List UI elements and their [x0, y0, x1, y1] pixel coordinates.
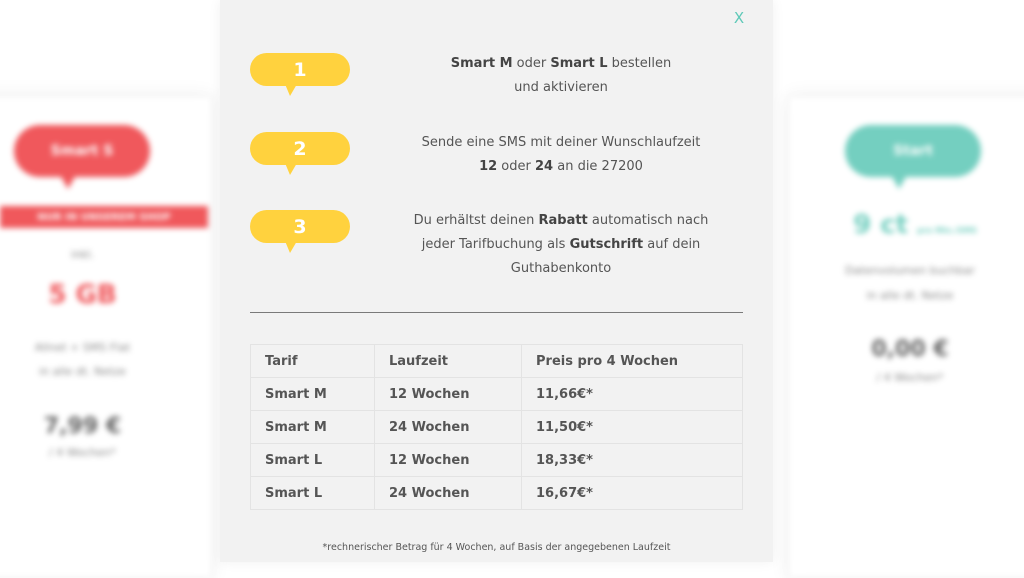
- table-row: [251, 378, 743, 411]
- step-3-account: Guthabenkonto: [510, 261, 612, 276]
- step-1-plan-m: Smart M: [450, 56, 513, 71]
- cell-tarif: Smart M: [251, 411, 375, 444]
- bg-data-value: 5 GB: [48, 280, 117, 310]
- table-row: [251, 444, 743, 477]
- bg-pill-start: Start: [845, 125, 981, 177]
- bg-start-price-value: 9 ct: [853, 210, 909, 240]
- bg-pill-smart-s: Smart S: [14, 125, 150, 177]
- step-1-plan-l: Smart L: [550, 56, 608, 71]
- close-button[interactable]: X: [733, 9, 745, 27]
- bg-start-price-suffix: pro Min./SMS: [917, 226, 977, 235]
- footnote: *rechnerischer Betrag für 4 Wochen, auf Basis der angegebenen Laufzeit: [322, 542, 671, 553]
- cell-laufzeit: 24 Wochen: [375, 411, 522, 444]
- cell-preis: 16,67€*: [522, 477, 743, 510]
- cell-tarif: Smart M: [251, 378, 375, 411]
- step-3-auto: automatisch nach: [587, 213, 709, 228]
- table-row: [251, 411, 743, 444]
- step-3-intro: Du erhältst deinen: [413, 213, 539, 228]
- step-1-bubble-icon: 1: [250, 53, 350, 86]
- cell-laufzeit: 12 Wochen: [375, 378, 522, 411]
- cell-tarif: Smart L: [251, 477, 375, 510]
- step-1-text: [370, 52, 752, 100]
- bg-start-desc-line2: in alle dt. Netze: [866, 289, 954, 302]
- cell-preis: 18,33€*: [522, 444, 743, 477]
- step-2-option-24: 24: [535, 159, 554, 174]
- bg-start-desc-line1: Datenvolumen buchbar: [845, 264, 975, 277]
- step-2-option-12: 12: [479, 159, 498, 174]
- header-laufzeit: Laufzeit: [375, 345, 522, 378]
- bg-data-label: inkl.: [71, 248, 94, 261]
- table-header-row: [251, 345, 743, 378]
- step-1-order: bestellen: [607, 56, 672, 71]
- step-1-connector: oder: [512, 56, 551, 71]
- cell-preis: 11,50€*: [522, 411, 743, 444]
- step-1-activate: und aktivieren: [514, 80, 608, 95]
- step-2-connector: oder: [497, 159, 535, 174]
- step-3-text: [370, 209, 752, 281]
- step-2-text: [370, 131, 752, 179]
- table-row: [251, 477, 743, 510]
- cell-laufzeit: 24 Wochen: [375, 477, 522, 510]
- bg-banner-shop: NUR IN UNSEREM SHOP: [0, 206, 208, 228]
- price-table: [250, 344, 743, 510]
- bg-start-price: 0,00 €: [871, 337, 949, 362]
- step-3-gutschrift: Gutschrift: [569, 237, 644, 252]
- bg-start-price-note: / 4 Wochen*: [876, 371, 944, 384]
- step-2-number: an die 27200: [553, 159, 643, 174]
- discount-modal: [220, 0, 773, 562]
- bg-price: 7,99 €: [43, 414, 122, 439]
- cell-laufzeit: 12 Wochen: [375, 444, 522, 477]
- step-3-onto: auf dein: [643, 237, 701, 252]
- step-2-bubble-icon: 2: [250, 132, 350, 165]
- step-3-booking: jeder Tarifbuchung als: [421, 237, 570, 252]
- section-divider: [250, 312, 743, 313]
- header-tarif: Tarif: [251, 345, 375, 378]
- cell-tarif: Smart L: [251, 444, 375, 477]
- bg-desc-line2: in alle dt. Netze: [39, 365, 126, 378]
- bg-start-price-main: [835, 210, 995, 240]
- step-3-bubble-icon: 3: [250, 210, 350, 243]
- cell-preis: 11,66€*: [522, 378, 743, 411]
- step-3-rabatt: Rabatt: [538, 213, 588, 228]
- bg-price-note: / 4 Wochen*: [49, 446, 116, 459]
- header-preis: Preis pro 4 Wochen: [522, 345, 743, 378]
- bg-desc-line1: Allnet + SMS Flat: [34, 341, 131, 354]
- step-2-line1: Sende eine SMS mit deiner Wunschlaufzeit: [421, 135, 701, 150]
